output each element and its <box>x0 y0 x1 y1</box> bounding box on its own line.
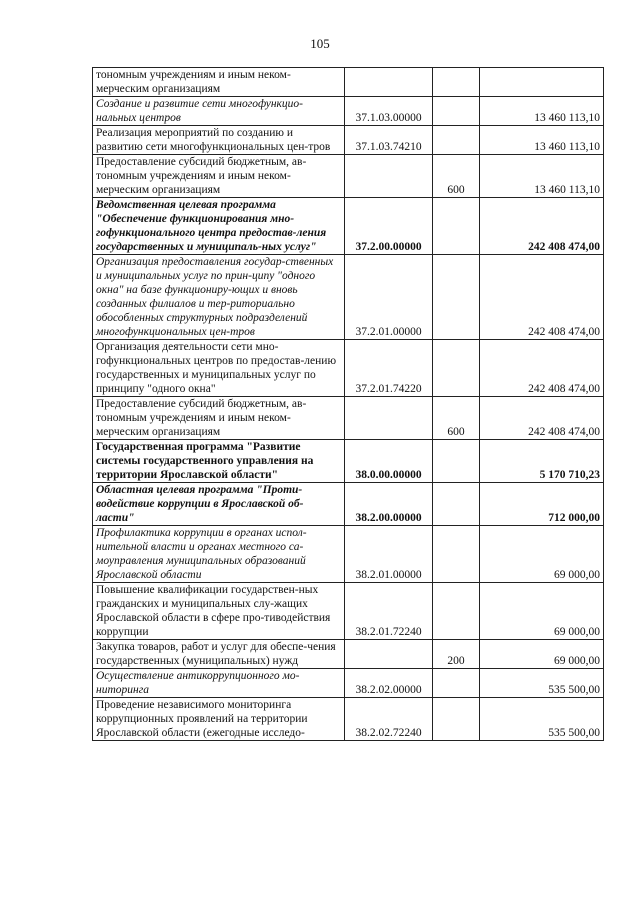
amount-cell <box>480 68 604 97</box>
row-name-cell: Осуществление антикоррупционного мо-ниторинга <box>93 669 345 698</box>
amount-cell: 242 408 474,00 <box>480 397 604 440</box>
row-name-cell: Закупка товаров, работ и услуг для обеспе-чения государственных (муниципальных) нужд <box>93 640 345 669</box>
amount-cell: 242 408 474,00 <box>480 255 604 340</box>
row-name-cell: тономным учреждениям и иным неком-мерческим организациям <box>93 68 345 97</box>
table-row <box>93 440 604 483</box>
target-article-code-cell: 38.2.02.00000 <box>345 669 433 698</box>
expense-type-cell <box>433 126 480 155</box>
table-row <box>93 669 604 698</box>
row-name-cell: Организация предоставления государ-ственных и муниципальных услуг по прин-ципу "одного окна" на базе функциониру-ющих и вновь созданных филиалов и тер-риториально обособленных структурных подразделений многофункциональных цен-тров <box>93 255 345 340</box>
amount-cell: 5 170 710,23 <box>480 440 604 483</box>
row-name-cell: Профилактика коррупции в органах испол-нительной власти и органах местного са-моуправления муниципальных образований Ярославской области <box>93 526 345 583</box>
expense-type-cell <box>433 669 480 698</box>
expense-type-cell <box>433 440 480 483</box>
table-row <box>93 583 604 640</box>
table-row <box>93 126 604 155</box>
amount-cell: 535 500,00 <box>480 669 604 698</box>
row-name-cell: Повышение квалификации государствен-ных гражданских и муниципальных слу-жащих Ярославской области в сфере про-тиводействия коррупции <box>93 583 345 640</box>
table-row <box>93 483 604 526</box>
expense-type-cell <box>433 526 480 583</box>
row-name-cell: Предоставление субсидий бюджетным, ав-тономным учреждениям и иным неком-мерческим организациям <box>93 397 345 440</box>
expense-type-cell: 600 <box>433 155 480 198</box>
table-row <box>93 397 604 440</box>
expense-type-cell <box>433 698 480 741</box>
target-article-code-cell: 37.2.00.00000 <box>345 198 433 255</box>
expense-type-cell <box>433 255 480 340</box>
table-row <box>93 255 604 340</box>
row-name-cell: Предоставление субсидий бюджетным, ав-тономным учреждениям и иным неком-мерческим организациям <box>93 155 345 198</box>
target-article-code-cell <box>345 155 433 198</box>
row-name-cell: Областная целевая программа "Проти-водействие коррупции в Ярославской об-ласти" <box>93 483 345 526</box>
expense-type-cell: 200 <box>433 640 480 669</box>
expense-type-cell <box>433 583 480 640</box>
table-row <box>93 526 604 583</box>
row-name-cell: Государственная программа "Развитие системы государственного управления на территории Ярославской области" <box>93 440 345 483</box>
amount-cell: 13 460 113,10 <box>480 155 604 198</box>
target-article-code-cell: 38.2.01.00000 <box>345 526 433 583</box>
target-article-code-cell: 37.2.01.74220 <box>345 340 433 397</box>
table-row <box>93 698 604 741</box>
expense-type-cell <box>433 68 480 97</box>
expense-type-cell <box>433 97 480 126</box>
target-article-code-cell: 38.2.00.00000 <box>345 483 433 526</box>
table-row <box>93 68 604 97</box>
row-name-cell: Реализация мероприятий по созданию и развитию сети многофункциональных цен-тров <box>93 126 345 155</box>
amount-cell: 242 408 474,00 <box>480 198 604 255</box>
target-article-code-cell: 37.1.03.74210 <box>345 126 433 155</box>
table-row <box>93 97 604 126</box>
amount-cell: 13 460 113,10 <box>480 126 604 155</box>
page-number: 105 <box>310 36 330 51</box>
target-article-code-cell <box>345 640 433 669</box>
expense-type-cell <box>433 340 480 397</box>
amount-cell: 242 408 474,00 <box>480 340 604 397</box>
table-row <box>93 198 604 255</box>
amount-cell: 13 460 113,10 <box>480 97 604 126</box>
row-name-cell: Организация деятельности сети мно-гофункциональных центров по предостав-лению государственных и муниципальных услуг по принципу "одного окна" <box>93 340 345 397</box>
expense-type-cell <box>433 483 480 526</box>
table-row <box>93 640 604 669</box>
target-article-code-cell: 38.2.02.72240 <box>345 698 433 741</box>
target-article-code-cell: 37.2.01.00000 <box>345 255 433 340</box>
amount-cell: 69 000,00 <box>480 583 604 640</box>
budget-table <box>92 67 604 741</box>
table-row <box>93 340 604 397</box>
row-name-cell: Ведомственная целевая программа "Обеспечение функционирования мно-гофункционального центра предостав-ления государственных и муниципаль-ных услуг" <box>93 198 345 255</box>
row-name-cell: Проведение независимого мониторинга коррупционных проявлений на территории Ярославской области (ежегодные исследо- <box>93 698 345 741</box>
target-article-code-cell: 38.0.00.00000 <box>345 440 433 483</box>
target-article-code-cell <box>345 397 433 440</box>
row-name-cell: Создание и развитие сети многофункцио-нальных центров <box>93 97 345 126</box>
table-row <box>93 155 604 198</box>
expense-type-cell: 600 <box>433 397 480 440</box>
amount-cell: 535 500,00 <box>480 698 604 741</box>
amount-cell: 69 000,00 <box>480 526 604 583</box>
amount-cell: 712 000,00 <box>480 483 604 526</box>
amount-cell: 69 000,00 <box>480 640 604 669</box>
target-article-code-cell: 38.2.01.72240 <box>345 583 433 640</box>
expense-type-cell <box>433 198 480 255</box>
target-article-code-cell: 37.1.03.00000 <box>345 97 433 126</box>
target-article-code-cell <box>345 68 433 97</box>
